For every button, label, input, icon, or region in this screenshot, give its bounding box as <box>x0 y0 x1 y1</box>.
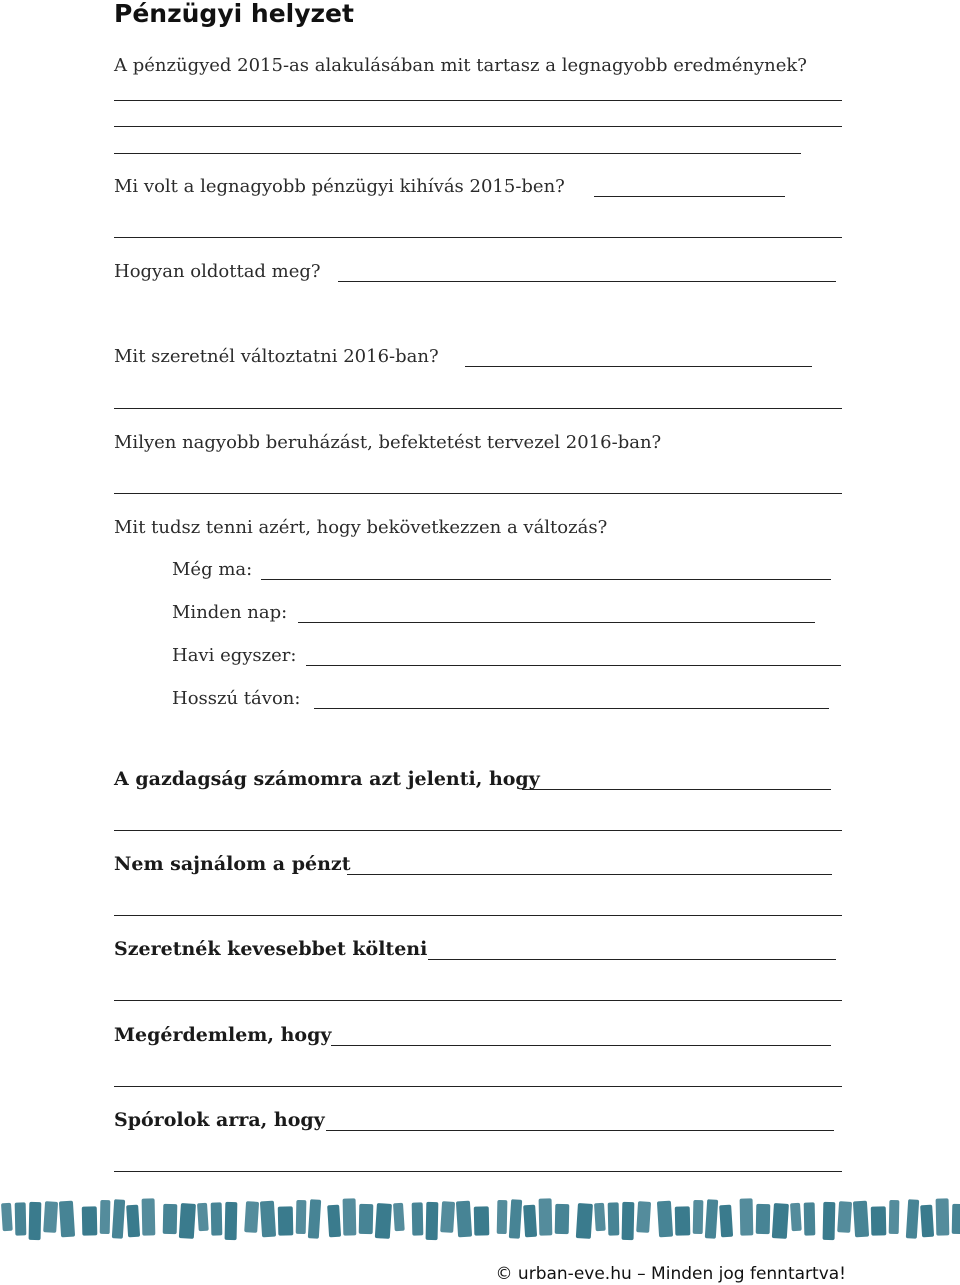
brush-stroke <box>608 1202 620 1235</box>
brush-stroke <box>719 1205 733 1238</box>
answer-line[interactable] <box>114 237 842 238</box>
brush-stroke <box>211 1202 223 1235</box>
question-change: Mit szeretnél változtatni 2016-ban? <box>114 346 439 367</box>
brush-stroke <box>576 1203 593 1239</box>
answer-line-long-term[interactable] <box>314 708 829 709</box>
brush-stroke <box>705 1199 718 1239</box>
statement-money: Nem sajnálom a pénzt <box>114 853 351 875</box>
label-monthly: Havi egyszer: <box>172 645 297 666</box>
answer-line[interactable] <box>114 1086 842 1087</box>
answer-line[interactable] <box>522 789 831 790</box>
brush-stroke <box>871 1206 887 1235</box>
answer-line[interactable] <box>331 1045 831 1046</box>
answer-line[interactable] <box>114 493 842 494</box>
brush-stroke <box>260 1201 276 1238</box>
answer-line[interactable] <box>114 153 801 154</box>
brush-stroke <box>936 1198 950 1235</box>
statement-save: Spórolok arra, hogy <box>114 1109 325 1131</box>
label-long-term: Hosszú távon: <box>172 688 301 709</box>
brush-stroke <box>29 1202 42 1240</box>
brush-stroke <box>790 1203 802 1232</box>
brush-stroke <box>1 1203 13 1232</box>
brush-stroke <box>693 1200 704 1234</box>
brush-stroke <box>163 1204 178 1234</box>
brush-stroke <box>82 1206 98 1235</box>
statement-spend-less: Szeretnék kevesebbet költeni <box>114 938 428 960</box>
brush-stroke <box>426 1202 439 1240</box>
statement-deserve: Megérdemlem, hogy <box>114 1024 332 1046</box>
answer-line[interactable] <box>114 1000 842 1001</box>
answer-line[interactable] <box>326 1130 834 1131</box>
brush-stroke <box>100 1200 111 1234</box>
question-achievement: A pénzügyed 2015-as alakulásában mit tartasz a legnagyobb eredménynek? <box>114 55 807 76</box>
answer-line[interactable] <box>338 281 836 282</box>
brush-stroke <box>126 1205 140 1238</box>
brush-stroke <box>412 1202 424 1235</box>
brush-stroke <box>539 1198 553 1235</box>
brush-stroke <box>622 1202 635 1240</box>
page-title: Pénzügyi helyzet <box>114 0 354 28</box>
footer-copyright: © urban-eve.hu – Minden jog fenntartva! <box>495 1264 846 1284</box>
brush-stroke <box>740 1198 754 1235</box>
question-action: Mit tudsz tenni azért, hogy bekövetkezzen a változás? <box>114 517 608 538</box>
statement-wealth: A gazdagság számomra azt jelenti, hogy <box>114 768 540 790</box>
brush-stroke <box>837 1201 852 1233</box>
brush-stroke <box>474 1206 490 1235</box>
brush-stroke <box>296 1200 307 1234</box>
brush-stroke <box>308 1199 321 1239</box>
brush-stroke <box>555 1204 570 1234</box>
brush-stroke <box>636 1201 651 1233</box>
brush-stroke <box>756 1204 771 1234</box>
question-solution: Hogyan oldottad meg? <box>114 261 321 282</box>
answer-line[interactable] <box>428 959 836 960</box>
brush-stroke <box>456 1201 472 1238</box>
brush-stroke <box>197 1203 209 1232</box>
brush-stroke <box>675 1206 691 1235</box>
brush-stroke <box>278 1206 294 1235</box>
brush-stroke <box>112 1199 125 1239</box>
answer-line-monthly[interactable] <box>306 665 841 666</box>
brush-stroke <box>43 1201 58 1233</box>
brush-stroke <box>375 1203 392 1239</box>
brush-stroke <box>952 1204 960 1234</box>
brush-stroke-decoration <box>0 1196 960 1242</box>
brush-stroke <box>594 1203 606 1232</box>
brush-stroke <box>657 1201 673 1238</box>
brush-stroke <box>523 1205 537 1238</box>
brush-stroke <box>15 1202 27 1235</box>
brush-stroke <box>327 1205 341 1238</box>
brush-stroke <box>497 1200 508 1234</box>
brush-stroke <box>920 1205 934 1238</box>
brush-stroke <box>59 1201 75 1238</box>
brush-stroke <box>509 1199 522 1239</box>
answer-line[interactable] <box>114 126 842 127</box>
brush-stroke <box>823 1202 836 1240</box>
brush-stroke <box>804 1202 816 1235</box>
answer-line[interactable] <box>114 1171 842 1172</box>
brush-stroke <box>889 1200 900 1234</box>
question-investment: Milyen nagyobb beruházást, befektetést tervezel 2016-ban? <box>114 432 662 453</box>
answer-line[interactable] <box>465 366 812 367</box>
answer-line[interactable] <box>114 915 842 916</box>
brush-stroke <box>772 1203 789 1239</box>
answer-line[interactable] <box>114 100 842 101</box>
brush-stroke <box>359 1204 374 1234</box>
label-daily: Minden nap: <box>172 602 288 623</box>
brush-stroke <box>343 1198 357 1235</box>
brush-stroke <box>853 1201 869 1238</box>
brush-stroke <box>225 1202 238 1240</box>
answer-line-daily[interactable] <box>298 622 815 623</box>
question-challenge: Mi volt a legnagyobb pénzügyi kihívás 2015-ben? <box>114 176 565 197</box>
label-today: Még ma: <box>172 559 253 580</box>
brush-stroke <box>142 1198 156 1235</box>
brush-stroke <box>244 1201 259 1233</box>
brush-stroke <box>906 1199 919 1239</box>
brush-stroke <box>440 1201 455 1233</box>
answer-line[interactable] <box>594 196 785 197</box>
brush-stroke <box>179 1203 196 1239</box>
answer-line-today[interactable] <box>261 579 831 580</box>
answer-line[interactable] <box>114 408 842 409</box>
brush-stroke <box>393 1203 405 1232</box>
answer-line[interactable] <box>347 874 832 875</box>
answer-line[interactable] <box>114 830 842 831</box>
